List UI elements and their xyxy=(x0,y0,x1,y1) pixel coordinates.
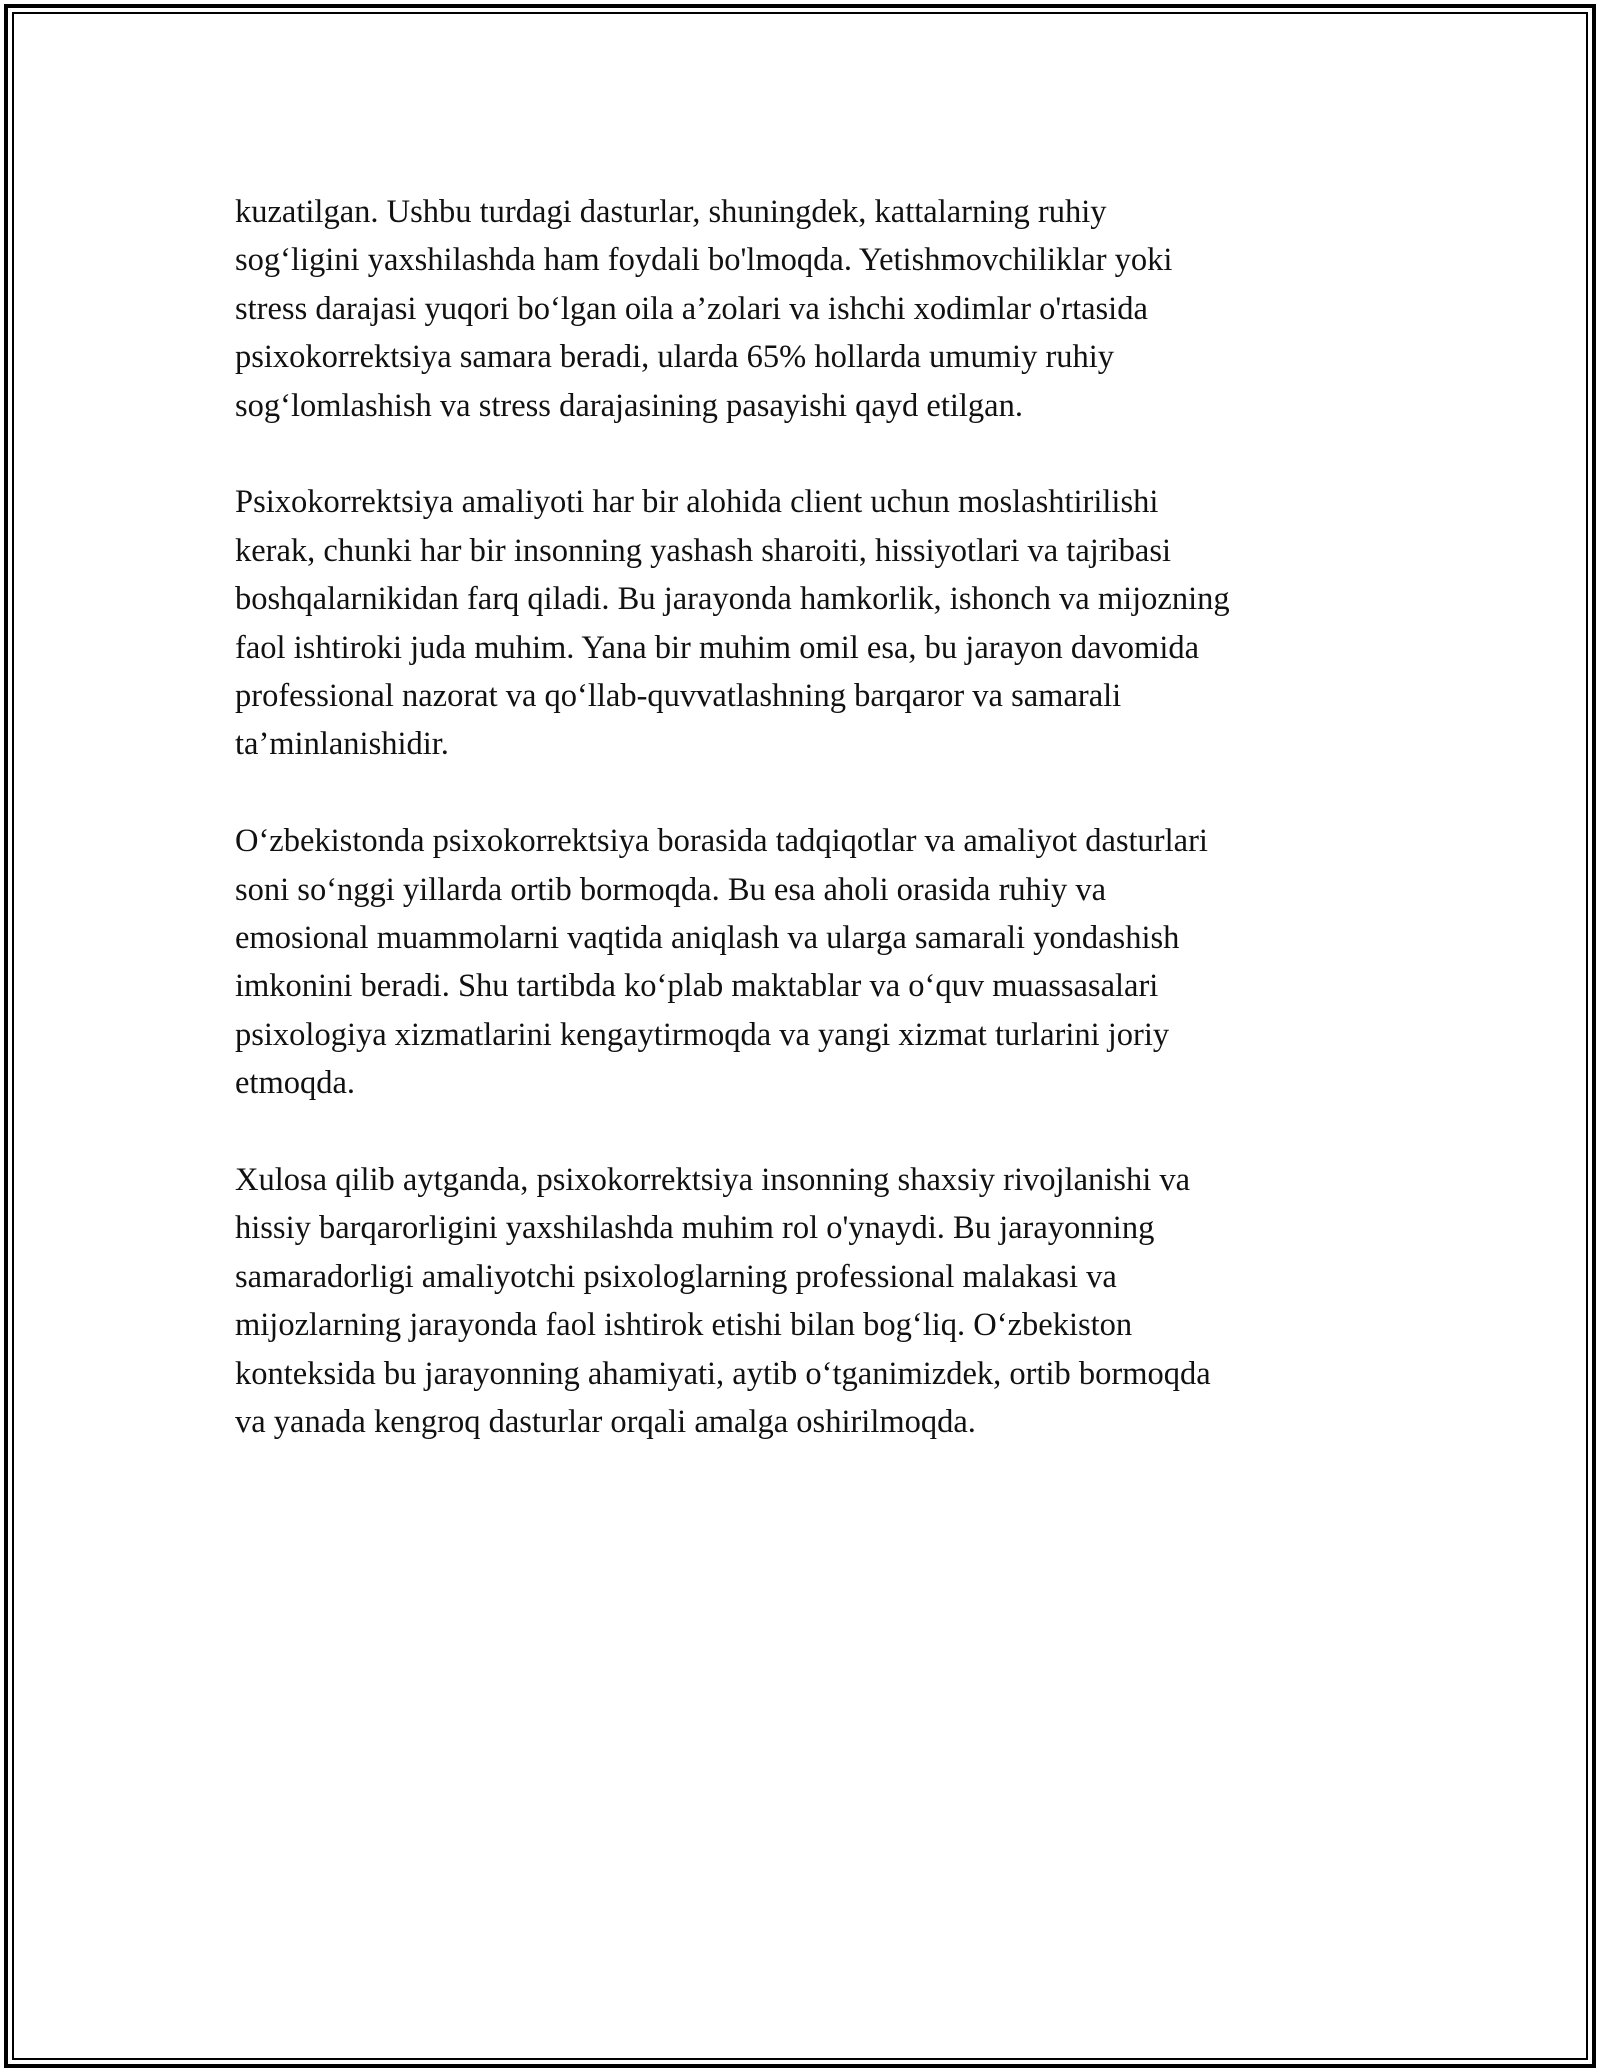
paragraph-3 xyxy=(235,817,1375,1107)
paragraph-4 xyxy=(235,1156,1375,1446)
text-line: sog‘ligini yaxshilashda ham foydali bo'lmoqda. Yetishmovchiliklar yoki xyxy=(235,242,1173,279)
paragraph-2 xyxy=(235,478,1375,768)
text-line: stress darajasi yuqori bo‘lgan oila a’zolari va ishchi xodimlar o'rtasida xyxy=(235,290,1148,327)
text-line: faol ishtiroki juda muhim. Yana bir muhim omil esa, bu jarayon davomida xyxy=(235,629,1200,666)
text-line: etmoqda. xyxy=(235,1065,356,1102)
text-line: kerak, chunki har bir insonning yashash sharoiti, hissiyotlari va tajribasi xyxy=(235,532,1171,569)
text-line: Psixokorrektsiya amaliyoti har bir alohida client uchun moslashtirilishi xyxy=(235,484,1159,521)
text-line: professional nazorat va qo‘llab-quvvatlashning barqaror va samarali xyxy=(235,678,1122,715)
text-line: konteksida bu jarayonning ahamiyati, aytib o‘tganimizdek, ortib bormoqda xyxy=(235,1355,1211,1392)
text-line: sog‘lomlashish va stress darajasining pasayishi qayd etilgan. xyxy=(235,387,1023,424)
text-line: O‘zbekistonda psixokorrektsiya borasida tadqiqotlar va amaliyot dasturlari xyxy=(235,823,1208,860)
text-line: ta’minlanishidir. xyxy=(235,726,449,763)
document-body xyxy=(235,188,1375,1495)
paragraph-1 xyxy=(235,188,1375,430)
text-line: psixokorrektsiya samara beradi, ularda 65% hollarda umumiy ruhiy xyxy=(235,339,1115,376)
text-line: samaradorligi amaliyotchi psixologlarning professional malakasi va xyxy=(235,1258,1117,1295)
text-line: imkonini beradi. Shu tartibda ko‘plab maktablar va o‘quv muassasalari xyxy=(235,968,1159,1005)
text-line: Xulosa qilib aytganda, psixokorrektsiya insonning shaxsiy rivojlanishi va xyxy=(235,1162,1191,1199)
text-line: hissiy barqarorligini yaxshilashda muhim rol o'ynaydi. Bu jarayonning xyxy=(235,1210,1155,1247)
text-line: emosional muammolarni vaqtida aniqlash va ularga samarali yondashish xyxy=(235,920,1180,957)
text-line: soni so‘nggi yillarda ortib bormoqda. Bu esa aholi orasida ruhiy va xyxy=(235,871,1107,908)
text-line: va yanada kengroq dasturlar orqali amalga oshirilmoqda. xyxy=(235,1404,976,1441)
text-line: kuzatilgan. Ushbu turdagi dasturlar, shuningdek, kattalarning ruhiy xyxy=(235,194,1107,230)
text-line: mijozlarning jarayonda faol ishtirok etishi bilan bog‘liq. O‘zbekiston xyxy=(235,1307,1133,1344)
text-line: psixologiya xizmatlarini kengaytirmoqda va yangi xizmat turlarini joriy xyxy=(235,1016,1170,1053)
text-line: boshqalarnikidan farq qiladi. Bu jarayonda hamkorlik, ishonch va mijozning xyxy=(235,581,1230,618)
